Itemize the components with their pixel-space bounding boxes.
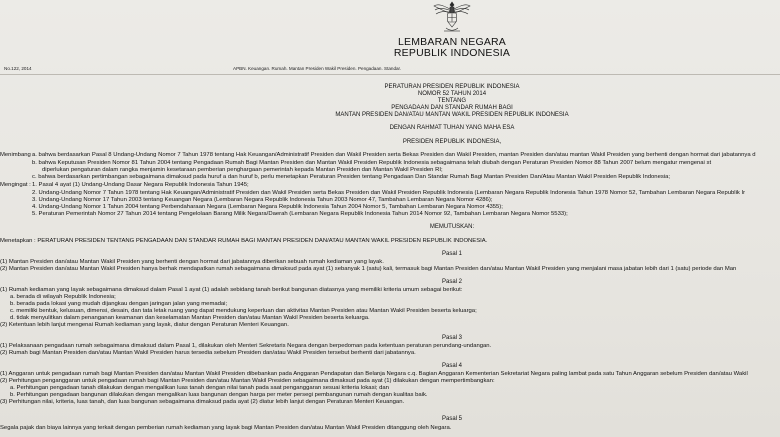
gazette-number: No.122, 2014	[4, 66, 32, 71]
pasal-2-item-c: c. memiliki bentuk, kelusuan, dimensi, desain, dan tata letak ruang yang dapat mendukung keperluan dan aktivitas Mantan Presiden atau Mantan Wakil Presiden beserta keluarga;	[10, 308, 477, 314]
memutuskan-heading: MEMUTUSKAN:	[429, 224, 475, 230]
pasal-2-title: Pasal 2	[441, 279, 462, 285]
mengingat-4: 4. Undang-Undang Nomor 1 Tahun 2004 tentang Perbendaharaan Negara (Lembaran Negara Republik Indonesia Tahun 2004 Nomor 5, Tambahan Lembaran Negara Nomor 4355);	[32, 204, 503, 210]
garuda-emblem-icon	[432, 0, 472, 36]
mengingat-3: 3. Undang-Undang Nomor 17 Tahun 2003 tentang Keuangan Negara (Lembaran Negara Republik Indonesia Tahun 2003 Nomor 47, Tambahan Lembaran Negara Nomor 4286);	[32, 197, 493, 203]
mengingat-5: 5. Peraturan Pemerintah Nomor 27 Tahun 2014 tentang Pengelolaan Barang Milik Negara/Daerah (Lembaran Negara Republik Indonesia Tahun 2014 Nomor 92, Tambahan Lembaran Negara Nomor 5533);	[32, 211, 568, 217]
pasal-1-ayat-1: (1) Mantan Presiden dan/atau Mantan Wakil Presiden yang berhenti dengan hormat dari jabatannya diberikan sebuah rumah kediaman yang layak.	[0, 259, 384, 265]
pasal-3-title: Pasal 3	[441, 335, 462, 341]
pasal-2-item-b: b. berada pada lokasi yang mudah dijangkau dengan jaringan jalan yang memadai;	[10, 301, 228, 307]
regulation-title: PERATURAN PRESIDEN REPUBLIK INDONESIA	[384, 84, 520, 90]
menimbang-a: a. bahwa berdasarkan Pasal 8 Undang-Undang Nomor 7 Tahun 1978 tentang Hak Keuangan/Administratif Presiden dan Wakil Presiden serta Bekas Presiden dan Wakil Presiden, mantan Presiden dan/atau mantan Wakil Presiden yang berhenti dengan hormat dari jabatannya d	[32, 152, 756, 158]
regulation-number: NOMOR 52 TAHUN 2014	[417, 91, 487, 97]
president-heading: PRESIDEN REPUBLIK INDONESIA,	[402, 139, 502, 145]
pasal-5-title: Pasal 5	[441, 416, 462, 422]
pasal-5-text: Segala pajak dan biaya lainnya yang terkait dengan pemberian rumah kediaman yang layak bagi Mantan Presiden dan/atau Mantan Wakil Presiden ditanggung oleh Negara.	[0, 425, 452, 431]
mengingat-1: 1. Pasal 4 ayat (1) Undang-Undang Dasar Negara Republik Indonesia Tahun 1945;	[32, 182, 249, 188]
pasal-1-title: Pasal 1	[441, 251, 462, 257]
pasal-2-item-d: d. tidak menyulitkan dalam penanganan keamanan dan keselamatan Mantan Presiden dan/atau Mantan Wakil Presiden beserta keluarga.	[10, 315, 370, 321]
gazette-keywords: APBN. Keuangan. Rumah. Mantan Presiden Wakil Presiden. Pengadaan. Standar.	[233, 66, 402, 71]
regulation-tentang: TENTANG	[437, 98, 467, 104]
regulation-subject-2: MANTAN PRESIDEN DAN/ATAU MANTAN WAKIL PRESIDEN REPUBLIK INDONESIA	[335, 112, 569, 118]
divider	[0, 74, 780, 75]
menimbang-c: c. bahwa berdasarkan pertimbangan sebagaimana dimaksud pada huruf a dan huruf b, perlu menetapkan Peraturan Presiden tentang Pengadaan Dan Standar Rumah Bagi Mantan Presiden Dan/Atau Mantan Wakil Presiden Republik Indonesia;	[32, 174, 671, 180]
pasal-4-item-a: a. Perhitungan pengadaan tanah dilakukan dengan mengalikan luas tanah dengan nilai tanah pada saat penganggaran sesuai kriteria lokasi; dan	[10, 385, 389, 391]
mengingat-2: 2. Undang-Undang Nomor 7 Tahun 1978 tentang Hak Keuangan/Administratif Presiden dan Wakil Presiden serta Bekas Presiden dan Wakil Presiden Republik Indonesia (Lembaran Negara Republik Indonesia Tahun 1978 Nomor 52, Tambahan Lembaran Negara Republik Ir	[32, 190, 746, 196]
pasal-4-ayat-2: (2) Perhitungan penganggaran untuk pengadaan rumah bagi Mantan Presiden dan/atau Mantan Wakil Presiden sebagaimana dimaksud pada ayat (1) dilakukan dengan mempertimbangkan:	[0, 378, 495, 384]
pasal-2-item-a: a. berada di wilayah Republik Indonesia;	[10, 294, 116, 300]
invocation: DENGAN RAHMAT TUHAN YANG MAHA ESA	[389, 125, 515, 131]
pasal-1-ayat-2: (2) Mantan Presiden dan/atau Mantan Wakil Presiden hanya berhak mendapatkan rumah sebagaimana dimaksud pada ayat (1) sebanyak 1 (satu) kali, termasuk bagi Mantan Presiden dan/atau Mantan Wakil Presiden yang menjalani masa jabatan lebih dari 1 (satu) periode dan Man	[0, 266, 737, 272]
pasal-3-ayat-2: (2) Rumah bagi Mantan Presiden dan/atau Mantan Wakil Presiden harus tersedia sebelum Presiden dan/atau Wakil Presiden tersebut berhenti dari jabatannya.	[0, 350, 416, 356]
pasal-4-title: Pasal 4	[441, 363, 462, 369]
pasal-4-item-b: b. Perhitungan pengadaan bangunan dilakukan dengan mengalikan luas bangunan dengan harga per meter persegi pembangunan rumah dengan kualitas baik.	[10, 392, 428, 398]
pasal-2-ayat-1: (1) Rumah kediaman yang layak sebagaimana dimaksud dalam Pasal 1 ayat (1) adalah sebidang tanah berikut bangunan diatasnya yang memiliki kriteria umum sebagai berikut:	[0, 287, 463, 293]
pasal-4-ayat-1: (1) Anggaran untuk pengadaan rumah bagi Mantan Presiden dan/atau Mantan Wakil Presiden dibebankan pada Anggaran Pendapatan dan Belanja Negara c.q. Bagian Anggaran Kementerian Sekretariat Negara paling lambat pada satu Tahun Anggaran sebelum Presiden dan/atau Wakil	[0, 371, 748, 377]
mengingat-label: Mengingat :	[0, 182, 31, 188]
menimbang-b-cont: diperlukan pengaturan dalam rangka menjamin kesetaraan pemberian penghargaan pemerintah kepada Mantan Presiden dan Mantan Wakil Presiden RI;	[42, 167, 443, 173]
menimbang-b: b. bahwa Keputusan Presiden Nomor 81 Tahun 2004 tentang Pengadaan Rumah Bagi Mantan Presiden dan Mantan Wakil Presiden Republik Indonesia sebagaimana telah diubah dengan Peraturan Presiden Nomor 88 Tahun 2007 belum mengatur mengenai st	[32, 160, 712, 166]
pasal-3-ayat-1: (1) Pelaksanaan pengadaan rumah sebagaimana dimaksud dalam Pasal 1, dilakukan oleh Menteri Sekretaris Negara dengan berpedoman pada ketentuan peraturan perundang-undangan.	[0, 343, 492, 349]
regulation-subject-1: PENGADAAN DAN STANDAR RUMAH BAGI	[391, 105, 513, 111]
gazette-title-line1: LEMBARAN NEGARA	[397, 36, 507, 48]
menimbang-label: Menimbang :	[0, 152, 35, 158]
menetapkan: Menetapkan : PERATURAN PRESIDEN TENTANG PENGADAAN DAN STANDAR RUMAH BAGI MANTAN PRESIDEN DAN/ATAU MANTAN WAKIL PRESIDEN REPUBLIK INDONESIA.	[0, 238, 488, 244]
pasal-2-ayat-2: (2) Ketentuan lebih lanjut mengenai Rumah kediaman yang layak, diatur dengan Peraturan Menteri Keuangan.	[0, 322, 289, 328]
pasal-4-ayat-3: (3) Perhitungan nilai, kriteria, luas tanah, dan luas bangunan sebagaimana dimaksud pada ayat (2) diatur lebih lanjut dengan Peraturan Menteri Keuangan.	[0, 399, 405, 405]
gazette-title-line2: REPUBLIK INDONESIA	[393, 47, 511, 59]
